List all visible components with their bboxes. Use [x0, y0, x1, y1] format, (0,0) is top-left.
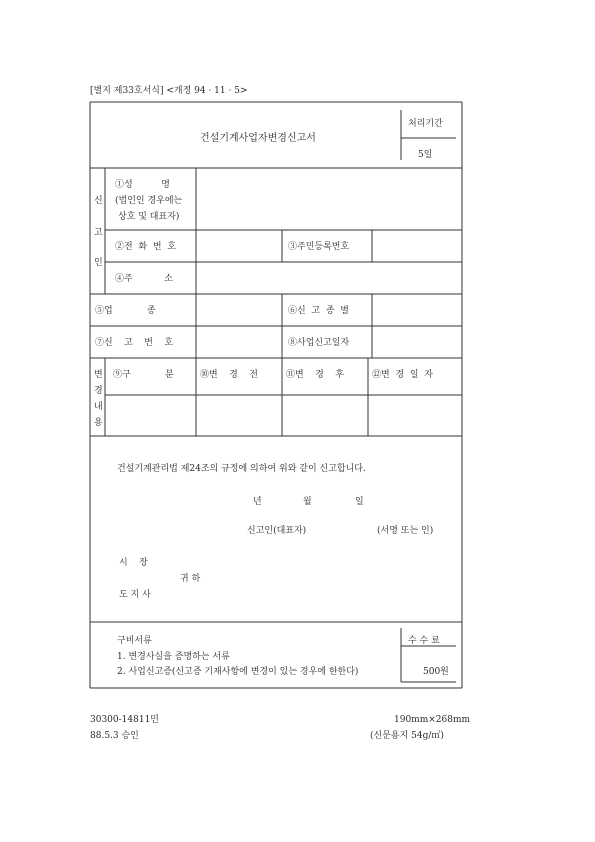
documents-item-1: 1. 변경사실을 증명하는 서류 [117, 652, 230, 662]
address-label: ④주 소 [115, 274, 173, 284]
declaration-statement: 건설기계관리법 제24조의 규정에 의하여 위와 같이 신고합니다. [117, 464, 366, 474]
form-code: 30300-14811민 [90, 715, 159, 725]
report-number-label: ⑦신 고 번 호 [95, 338, 174, 348]
name-label: ①성 명 [115, 180, 170, 190]
signature-note: (서명 또는 인) [377, 526, 434, 536]
recipient-honorific: 귀 하 [180, 574, 201, 584]
processing-period-label: 처리기간 [408, 119, 443, 129]
applicant-side-label-1: 신 [94, 196, 103, 206]
change-side-label-1: 변 [94, 370, 103, 380]
phone-field[interactable] [200, 234, 278, 258]
signer-label: 신고인(대표자) [247, 526, 307, 536]
change-col-after: ⑪변 경 후 [286, 370, 344, 380]
form-reference: [별지 제33호서식] <개정 94 · 11 · 5> [90, 86, 248, 96]
change-col-category: ⑨구 분 [113, 370, 174, 380]
change-category-field[interactable] [109, 399, 192, 432]
documents-item-2: 2. 사업신고증(신고증 기재사항에 변경이 있는 경우에 한한다) [117, 667, 359, 677]
recipient-governor: 도 지 사 [119, 590, 151, 600]
change-date-field[interactable] [372, 399, 458, 432]
change-side-label-2: 경 [94, 386, 103, 396]
paper-size: 190mm×268mm [394, 715, 471, 725]
applicant-side-label-3: 인 [94, 258, 103, 268]
change-side-label-4: 용 [94, 418, 103, 428]
rrn-label: ③주민등록번호 [288, 242, 350, 252]
business-type-label: ⑤업 종 [95, 306, 156, 316]
applicant-side-label-2: 고 [94, 228, 103, 238]
date-day: 일 [355, 497, 364, 507]
change-col-before: ⑩변 경 전 [200, 370, 258, 380]
change-col-date: ⑫변 경 일 자 [372, 370, 433, 380]
rrn-field[interactable] [376, 234, 458, 258]
report-type-label: ⑥신 고 종 별 [288, 306, 349, 316]
date-year: 년 [253, 497, 262, 507]
approval-date: 88.5.3 승인 [90, 731, 139, 741]
fee-label: 수 수 료 [408, 636, 440, 646]
registration-date-label: ⑧사업신고일자 [288, 338, 350, 348]
fee-value: 500원 [423, 667, 449, 677]
registration-date-field[interactable] [376, 330, 458, 354]
phone-label: ②전 화 번 호 [115, 242, 176, 252]
form-title: 건설기계사업자변경신고서 [200, 133, 316, 144]
processing-period-value: 5일 [418, 150, 433, 160]
change-before-field[interactable] [200, 399, 278, 432]
change-side-label-3: 내 [94, 402, 103, 412]
paper-type: (신문용지 54g/㎡) [370, 731, 444, 741]
report-number-field[interactable] [200, 330, 278, 354]
name-label-note-2: 상호 및 대표자) [118, 212, 180, 222]
name-field[interactable] [200, 172, 458, 226]
documents-label: 구비서류 [117, 636, 152, 646]
date-month: 월 [303, 497, 312, 507]
business-type-field[interactable] [200, 298, 278, 322]
address-field[interactable] [200, 266, 458, 290]
recipient-mayor: 시 장 [119, 558, 148, 568]
change-after-field[interactable] [286, 399, 364, 432]
report-type-field[interactable] [376, 298, 458, 322]
name-label-note-1: (법인인 경우에는 [115, 196, 183, 206]
